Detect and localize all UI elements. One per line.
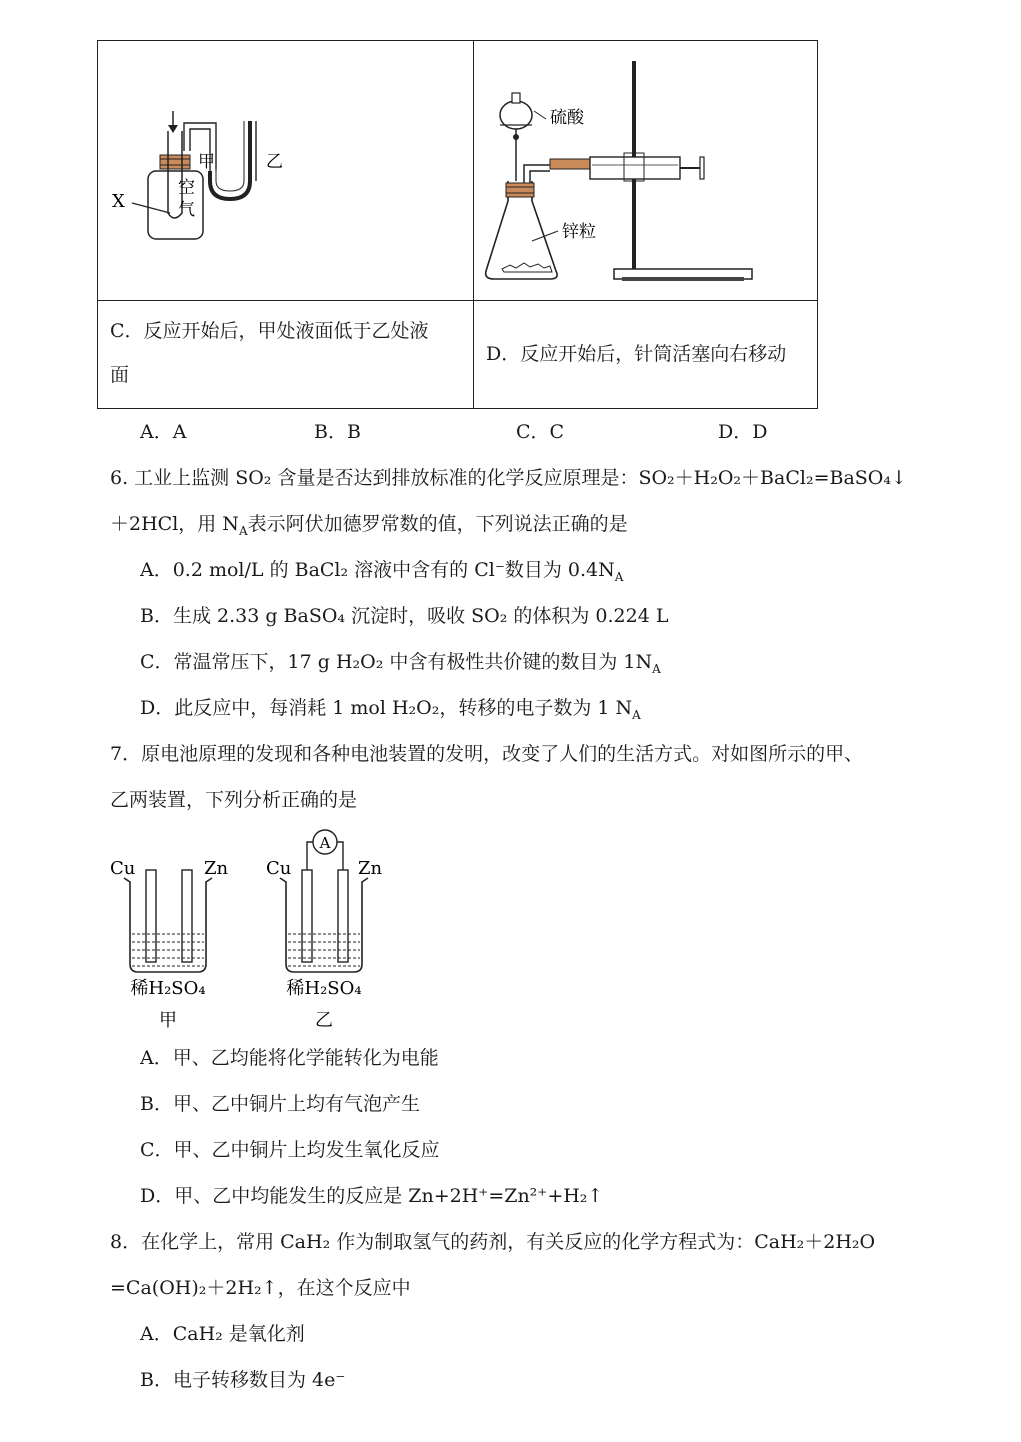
q6-stem-line1: 6. 工业上监测 SO₂ 含量是否达到排放标准的化学反应原理是：SO₂＋H₂O₂＋BaCl₂=BaSO₄↓: [110, 467, 907, 489]
q6-option-b[interactable]: B．生成 2.33 g BaSO₄ 沉淀时，吸收 SO₂ 的体积为 0.224 L: [140, 605, 669, 627]
option-cell-c: [98, 301, 474, 409]
q7-stem-line1: 7．原电池原理的发现和各种电池装置的发明，改变了人们的生活方式。对如图所示的甲、: [110, 743, 864, 765]
label-air-1: 空: [178, 178, 195, 198]
q7-stem-line2: 乙两装置，下列分析正确的是: [110, 789, 358, 811]
zn-label-2: Zn: [358, 858, 383, 879]
device-jia-label: 甲: [159, 1010, 177, 1031]
q7-option-a[interactable]: A．甲、乙均能将化学能转化为电能: [140, 1047, 439, 1069]
cu-label-1: Cu: [110, 858, 136, 879]
q7-option-b[interactable]: B．甲、乙中铜片上均有气泡产生: [140, 1093, 420, 1115]
q8-stem-line2: =Ca(OH)₂＋2H₂↑，在这个反应中: [110, 1277, 411, 1299]
q5-choice-c[interactable]: C．C: [516, 421, 565, 443]
q8-option-b[interactable]: B．电子转移数目为 4e⁻: [140, 1369, 346, 1391]
experiment-table: [97, 40, 818, 409]
q7-option-d[interactable]: D．甲、乙中均能发生的反应是 Zn+2H⁺=Zn²⁺+H₂↑: [140, 1185, 604, 1207]
label-yi: 乙: [266, 152, 283, 172]
cell-d-text: D．反应开始后，针筒活塞向右移动: [486, 343, 787, 365]
q7-option-c[interactable]: C．甲、乙中铜片上均发生氧化反应: [140, 1139, 440, 1161]
apparatus-d-figure: [474, 41, 816, 299]
q5-choice-d[interactable]: D．D: [718, 421, 768, 443]
cell-c-line1: C．反应开始后，甲处液面低于乙处液: [110, 320, 429, 342]
galvanic-cell-figure: [100, 822, 400, 1032]
solution-label-2: 稀H₂SO₄: [286, 978, 362, 999]
q8-option-a[interactable]: A．CaH₂ 是氧化剂: [140, 1323, 305, 1345]
label-air-2: 气: [178, 200, 195, 220]
solution-label-1: 稀H₂SO₄: [130, 978, 206, 999]
figure-cell-c: [98, 41, 474, 301]
device-yi-label: 乙: [315, 1010, 333, 1031]
label-jia: 甲: [198, 152, 215, 172]
label-acid: 硫酸: [550, 108, 584, 128]
figure-cell-d: [474, 41, 818, 301]
cell-c-line2: 面: [110, 364, 130, 386]
cu-label-2: Cu: [266, 858, 292, 879]
option-cell-d: [474, 301, 818, 409]
q6-stem-line2: ＋2HCl，用 $N_A$表示阿伏加德罗常数的值，下列说法正确的是: [110, 513, 628, 538]
q8-stem-line1: 8．在化学上，常用 CaH₂ 作为制取氢气的药剂，有关反应的化学方程式为：CaH₂＋2H₂O: [110, 1231, 876, 1253]
q6-option-a[interactable]: A．0.2 mol/L 的 BaCl₂ 溶液中含有的 Cl⁻数目为 $0.4N_A$: [140, 559, 624, 584]
label-x: X: [112, 191, 125, 212]
ammeter-label: A: [319, 834, 331, 852]
q6-option-d[interactable]: D．此反应中，每消耗 1 mol H₂O₂，转移的电子数为 1 $N_A$: [140, 697, 641, 722]
label-zinc: 锌粒: [562, 222, 596, 242]
zn-label-1: Zn: [204, 858, 229, 879]
apparatus-c-figure: [98, 41, 472, 299]
q6-option-c[interactable]: C．常温常压下，17 g H₂O₂ 中含有极性共价键的数目为 $1N_A$: [140, 651, 661, 676]
q5-choice-b[interactable]: B．B: [314, 421, 361, 443]
q5-choice-a[interactable]: A．A: [140, 421, 187, 443]
